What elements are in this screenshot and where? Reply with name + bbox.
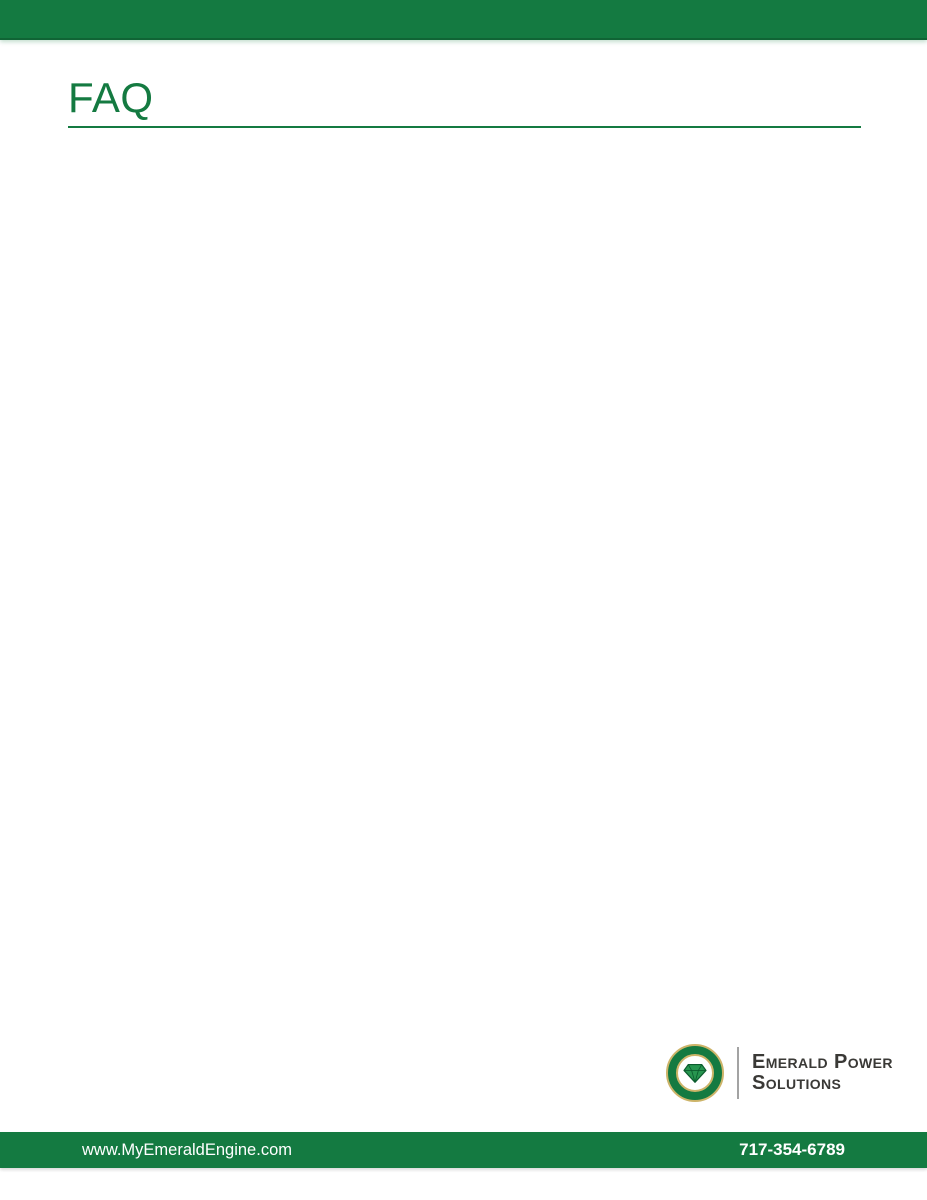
footer-bar — [0, 1132, 927, 1168]
logo-divider — [737, 1047, 739, 1099]
logo-inner-circle — [676, 1054, 714, 1092]
page-title: FAQ — [68, 74, 154, 121]
title-divider — [68, 126, 861, 128]
top-banner — [0, 0, 927, 40]
company-logo — [666, 1044, 893, 1102]
footer-website-link[interactable]: www.MyEmeraldEngine.com — [82, 1140, 292, 1159]
logo-wordmark — [752, 1052, 893, 1094]
footer-phone[interactable]: 717-354-6789 — [739, 1140, 845, 1159]
emerald-gem-icon — [682, 1062, 708, 1084]
logo-text-line1: Emerald Power — [752, 1051, 893, 1073]
logo-badge — [666, 1044, 724, 1102]
page-content — [0, 40, 927, 132]
logo-text-line2: Solutions — [752, 1072, 842, 1094]
